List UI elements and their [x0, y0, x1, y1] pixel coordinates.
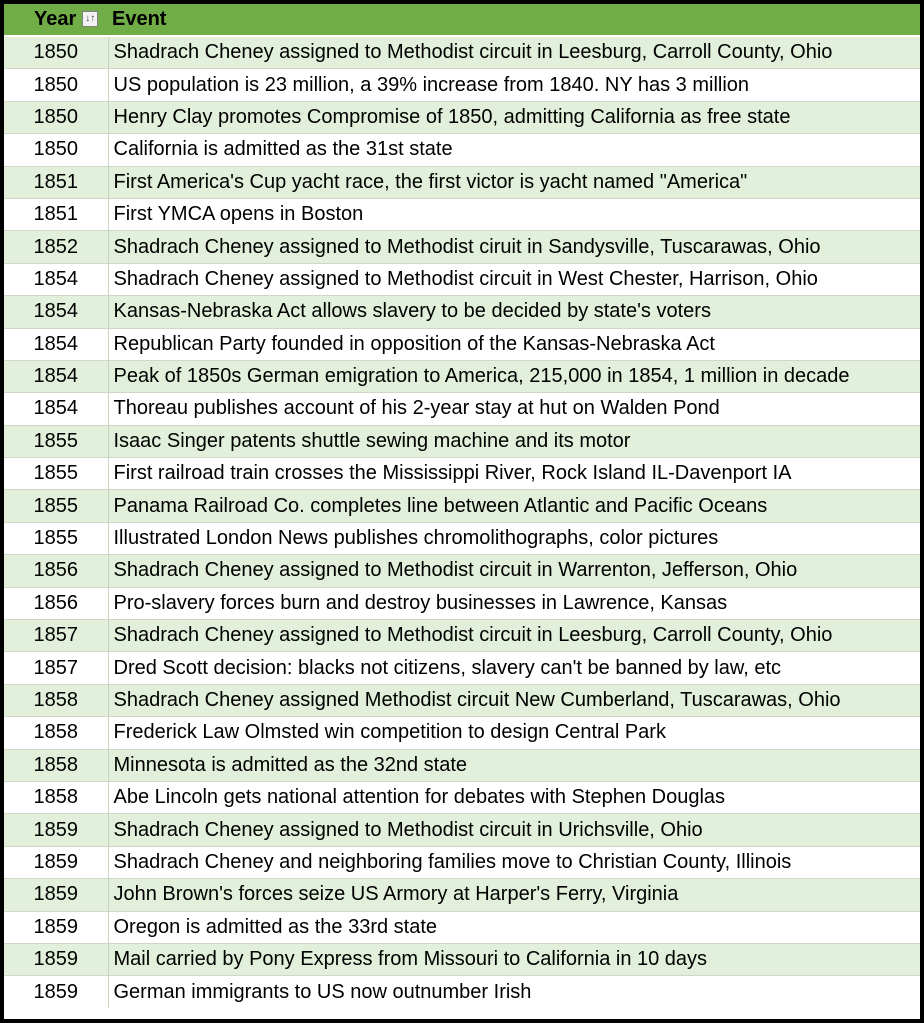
event-cell[interactable]: US population is 23 million, a 39% increase from 1840. NY has 3 million	[108, 69, 920, 101]
year-cell[interactable]: 1854	[4, 393, 108, 425]
year-cell[interactable]: 1852	[4, 231, 108, 263]
event-cell[interactable]: First YMCA opens in Boston	[108, 198, 920, 230]
year-cell[interactable]: 1855	[4, 490, 108, 522]
year-cell[interactable]: 1856	[4, 587, 108, 619]
year-cell[interactable]: 1854	[4, 328, 108, 360]
year-cell[interactable]: 1858	[4, 781, 108, 813]
table-row[interactable]	[4, 717, 920, 749]
table-row[interactable]	[4, 684, 920, 716]
event-cell[interactable]: Isaac Singer patents shuttle sewing machine and its motor	[108, 425, 920, 457]
table-row[interactable]	[4, 879, 920, 911]
table-row[interactable]	[4, 263, 920, 295]
year-cell[interactable]: 1850	[4, 36, 108, 69]
event-cell[interactable]: Minnesota is admitted as the 32nd state	[108, 749, 920, 781]
table-row[interactable]	[4, 652, 920, 684]
year-cell[interactable]: 1850	[4, 69, 108, 101]
event-cell[interactable]: First railroad train crosses the Mississippi River, Rock Island IL-Davenport IA	[108, 458, 920, 490]
event-cell[interactable]: Shadrach Cheney assigned Methodist circuit New Cumberland, Tuscarawas, Ohio	[108, 684, 920, 716]
table-row[interactable]	[4, 360, 920, 392]
event-cell[interactable]: Oregon is admitted as the 33rd state	[108, 911, 920, 943]
table-row[interactable]	[4, 555, 920, 587]
year-cell[interactable]: 1851	[4, 166, 108, 198]
event-cell[interactable]: Henry Clay promotes Compromise of 1850, admitting California as free state	[108, 101, 920, 133]
year-cell[interactable]: 1857	[4, 652, 108, 684]
year-cell[interactable]: 1850	[4, 134, 108, 166]
year-cell[interactable]: 1855	[4, 458, 108, 490]
year-cell[interactable]: 1855	[4, 522, 108, 554]
table-row[interactable]	[4, 134, 920, 166]
header-row	[4, 4, 920, 36]
table-row[interactable]	[4, 296, 920, 328]
table-row[interactable]	[4, 458, 920, 490]
table-row[interactable]	[4, 620, 920, 652]
table-row[interactable]	[4, 943, 920, 975]
table-row[interactable]	[4, 101, 920, 133]
table-row[interactable]	[4, 749, 920, 781]
event-cell[interactable]: California is admitted as the 31st state	[108, 134, 920, 166]
table-row[interactable]	[4, 36, 920, 69]
table-row[interactable]	[4, 425, 920, 457]
column-header-year-label: Year	[34, 8, 77, 30]
year-cell[interactable]: 1859	[4, 976, 108, 1008]
table-row[interactable]	[4, 490, 920, 522]
column-header-event[interactable]	[108, 4, 920, 36]
table-row[interactable]	[4, 587, 920, 619]
event-cell[interactable]: Panama Railroad Co. completes line between Atlantic and Pacific Oceans	[108, 490, 920, 522]
year-cell[interactable]: 1858	[4, 749, 108, 781]
event-cell[interactable]: Dred Scott decision: blacks not citizens, slavery can't be banned by law, etc	[108, 652, 920, 684]
year-cell[interactable]: 1859	[4, 814, 108, 846]
table-row[interactable]	[4, 231, 920, 263]
year-cell[interactable]: 1858	[4, 684, 108, 716]
event-cell[interactable]: Abe Lincoln gets national attention for debates with Stephen Douglas	[108, 781, 920, 813]
event-cell[interactable]: Frederick Law Olmsted win competition to design Central Park	[108, 717, 920, 749]
event-cell[interactable]: German immigrants to US now outnumber Irish	[108, 976, 920, 1008]
event-cell[interactable]: Illustrated London News publishes chromolithographs, color pictures	[108, 522, 920, 554]
event-cell[interactable]: Mail carried by Pony Express from Missouri to California in 10 days	[108, 943, 920, 975]
table-row[interactable]	[4, 198, 920, 230]
event-cell[interactable]: Kansas-Nebraska Act allows slavery to be decided by state's voters	[108, 296, 920, 328]
table-row[interactable]	[4, 911, 920, 943]
event-cell[interactable]: Shadrach Cheney and neighboring families move to Christian County, Illinois	[108, 846, 920, 878]
year-cell[interactable]: 1855	[4, 425, 108, 457]
event-cell[interactable]: John Brown's forces seize US Armory at Harper's Ferry, Virginia	[108, 879, 920, 911]
table-row[interactable]	[4, 976, 920, 1008]
event-cell[interactable]: Shadrach Cheney assigned to Methodist ciruit in Sandysville, Tuscarawas, Ohio	[108, 231, 920, 263]
event-cell[interactable]: Shadrach Cheney assigned to Methodist circuit in Leesburg, Carroll County, Ohio	[108, 36, 920, 69]
event-cell[interactable]: Republican Party founded in opposition of the Kansas-Nebraska Act	[108, 328, 920, 360]
year-cell[interactable]: 1850	[4, 101, 108, 133]
table-row[interactable]	[4, 166, 920, 198]
year-cell[interactable]: 1858	[4, 717, 108, 749]
year-cell[interactable]: 1854	[4, 263, 108, 295]
event-cell[interactable]: Shadrach Cheney assigned to Methodist circuit in Leesburg, Carroll County, Ohio	[108, 620, 920, 652]
table-body	[4, 36, 920, 1008]
year-cell[interactable]: 1859	[4, 943, 108, 975]
table-row[interactable]	[4, 69, 920, 101]
table-row[interactable]	[4, 522, 920, 554]
table-row[interactable]	[4, 781, 920, 813]
year-cell[interactable]: 1854	[4, 360, 108, 392]
event-cell[interactable]: Shadrach Cheney assigned to Methodist circuit in Warrenton, Jefferson, Ohio	[108, 555, 920, 587]
event-cell[interactable]: First America's Cup yacht race, the first victor is yacht named "America"	[108, 166, 920, 198]
event-cell[interactable]: Peak of 1850s German emigration to America, 215,000 in 1854, 1 million in decade	[108, 360, 920, 392]
year-cell[interactable]: 1859	[4, 879, 108, 911]
column-header-event-label: Event	[112, 8, 167, 30]
table-row[interactable]	[4, 814, 920, 846]
event-cell[interactable]: Shadrach Cheney assigned to Methodist circuit in West Chester, Harrison, Ohio	[108, 263, 920, 295]
table-row[interactable]	[4, 328, 920, 360]
event-cell[interactable]: Thoreau publishes account of his 2-year stay at hut on Walden Pond	[108, 393, 920, 425]
year-cell[interactable]: 1859	[4, 911, 108, 943]
sort-filter-icon[interactable]: ↓↑	[82, 11, 98, 27]
year-cell[interactable]: 1859	[4, 846, 108, 878]
event-cell[interactable]: Pro-slavery forces burn and destroy businesses in Lawrence, Kansas	[108, 587, 920, 619]
table-row[interactable]	[4, 393, 920, 425]
timeline-table	[4, 4, 920, 1008]
year-cell[interactable]: 1854	[4, 296, 108, 328]
year-cell[interactable]: 1851	[4, 198, 108, 230]
event-cell[interactable]: Shadrach Cheney assigned to Methodist circuit in Urichsville, Ohio	[108, 814, 920, 846]
year-cell[interactable]: 1857	[4, 620, 108, 652]
year-cell[interactable]: 1856	[4, 555, 108, 587]
column-header-year[interactable]	[4, 4, 108, 36]
table-row[interactable]	[4, 846, 920, 878]
